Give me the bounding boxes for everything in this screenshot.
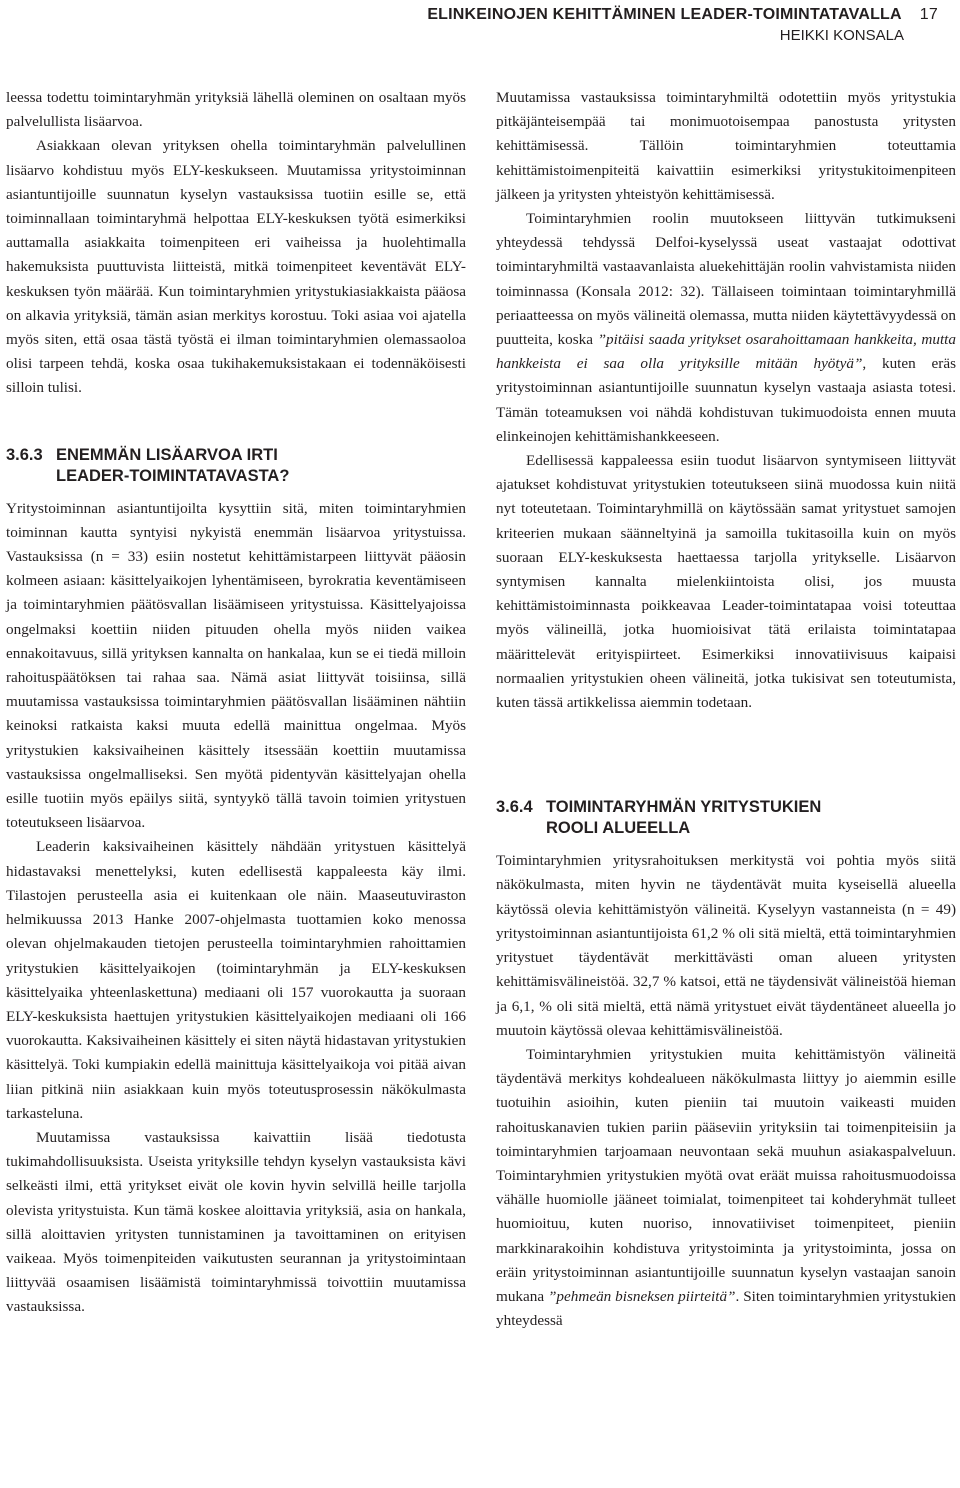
quote: ”pitäisi saada yritykset osarahoittamaan hankkeita, mutta hankkeista ei saa olla yrityksille mitään hyötyä” xyxy=(496,331,957,373)
page-header xyxy=(427,6,938,44)
quote: ”pehmeän bisneksen piirteitä” xyxy=(547,1287,736,1305)
paragraph-with-quote xyxy=(496,1043,956,1333)
paragraph: leessa todettu toimintaryhmän yrityksiä lähellä oleminen on osaltaan myös palvelullista lisäarvoa. xyxy=(6,89,466,131)
header-line xyxy=(427,6,938,24)
paragraph: Asiakkaan olevan yrityksen ohella toimintaryhmän palvelullinen lisäarvo kohdistuu myös ELY-keskukseen. Muutamissa yritystoiminnan asiantuntijoille suunnatun kyselyn vastauksissa tuotiin esille se, että toiminnallaan toimintaryhmä helpottaa ELY-keskuksen työtä esimerkiksi auttamalla asiakkaita toimenpiteen eri vaiheissa ja huolehtimalla hakemuksista puuttuvista liitteistä, mitkä toimenpiteet keventävät ELY-keskuksen työn määrää. Kun toimintaryhmien yritystukiasiakkaista pääosa on alkavia yrityksiä, tämän asian merkitys korostuu. Toki asiaa voi ajatella myös siten, että osaa tästä työstä ei ilman toimintaryhmien olemassaoloa olisi tarpeen tehdä, koska osaa tukihakemuksistakaan ei todennäköisesti silloin tulisi. xyxy=(6,137,466,397)
section-heading xyxy=(496,797,956,839)
paragraph-text: . Siten toimintaryhmien yritystukien yhteydessä xyxy=(496,1287,957,1330)
page-number: 17 xyxy=(919,6,938,23)
section-title-line2: LEADER-TOIMINTATAVASTA? xyxy=(56,466,290,485)
paragraph: Muutamissa vastauksissa kaivattiin lisää tiedotusta tukimahdollisuuksista. Useista yrityksille tehdyn kyselyn vastauksista kävi selkeästi ilmi, että yritykset eivät ole kovin hyvin selvillä heille tarjolla olevista yritystuista. Kun tämä koskee aloittavia yrityksiä, asia on hankala, sillä aloittavien yritysten tunnistaminen ja tavoittaminen on erityisen vaikeaa. Myös toimenpiteiden vaikutusten seurannan ja yritystoimintaan liittyvää osaamisen lisäämistä toimintaryhmissä toivottiin muutamissa vastauksissa. xyxy=(6,1128,466,1316)
section-number: 3.6.3 xyxy=(6,445,43,464)
paragraph-text: Toimintaryhmien yritystukien muita kehittämistyön välineitä täydentävä merkitys kohdealueen näkökulmasta liittyy jo aiemmin esille tuotuihin asioihin, kuten pieniin tai muutoin vaikeasti muiden rahoituskanavien tukien pariin pääseviin yrityksiin tai toimenpiteisiin ja toimintaryhmien tarjoamaan neuvontaan sekä muuhun asiakaspalveluun. Toimintaryhmien yritystukien myötä ovat eräät muissa rahoitusmuodoissa vähälle huomiolle jääneet toimialat, toimenpiteet tai kohderyhmät tulleet huomioituu, kuten nuoriso, innovatiiviset toimenpiteet, pieniin markkinarakoihin kohdistuva yritystoiminta ja yritystoiminta, jossa on eräin yritystoiminnan asiantuntijoille suunnatun kyselyn vastaajan sanoin mukana xyxy=(496,1045,956,1305)
paragraph-text: Toimintaryhmien roolin muutokseen liittyvän tutkimukseni yhteydessä tehdyssä Delfoi-kyselyssä useat vastaajat odottivat toimintaryhmiltä vastaavanlaista aluekehittäjän roolin vahvistamista niiden toiminnassa (Konsala 2012: 32). Tällaiseen toimintaan toimintaryhmillä periaatteessa on myös välineitä olemassa, mutta niiden käytettävyydessä on puutteita, koska xyxy=(496,210,956,349)
right-column xyxy=(496,86,956,1333)
paragraph: Muutamissa vastauksissa toimintaryhmiltä odotettiin myös yritystukia pitkäjänteisempää tai monimuotoisempaa panostusta yritysten kehittämisessä. Tällöin toimintaryhmien toteuttamia kehittämistoimenpiteitä kaivattiin esimerkiksi yritystukitoimenpiteen jälkeen ja yritysten yhteistyön kehittämisessä. xyxy=(496,89,956,203)
running-title: ELINKEINOJEN KEHITTÄMINEN LEADER-TOIMINTATAVALLA xyxy=(427,6,902,23)
paragraph: Toimintaryhmien yritysrahoituksen merkitystä voi pohtia myös siitä näkökulmasta, miten hyvin ne täydentävät muita kyseisellä alueella käytössä olevia kehittämistyön välineitä. Kyselyyn vastanneista (n = 49) yritystoiminnan asiantuntijoista 61,2 % oli sitä mieltä, että toimintaryhmien yritystuet täydentävät merkittävästi oman alueen yritysten kehittämisvälineistöä. 32,7 % katsoi, että ne täydensivät välineistöä hieman ja 6,1, % oli sitä mieltä, että nämä yritystuet eivät täydentäneet alueella jo muutoin käytössä olevaa kehittämisvälineistöä. xyxy=(496,852,956,1039)
paragraph-text: , kuten eräs yritystoiminnan asiantuntijoille suunnatun kyselyn vastaaja asiasta totesi. Tämän toteamuksen voi nähdä kohdistuvan tukimuodoista ennen muuta elinkeinojen kehittämishankkeeseen. xyxy=(496,355,956,445)
paragraph: Leaderin kaksivaiheinen käsittely nähdään yritystuen käsittelyä hidastavaksi menettelyksi, kuten edellisestä kappaleesta käy ilmi. Tilastojen perusteella asia ei kuitenkaan ole näin. Maaseutuviraston helmikuussa 2013 Hanke 2007-ohjelmasta tuottamien koko menossa olevan ohjelmakauden tietojen perusteella toimintaryhmien rahoittamien yritystukien käsittelyaikojen (toimintaryhmän ja ELY-keskuksen käsittelyaika yhteenlaskettuna) mediaani oli 157 vuorokautta ja suoraan ELY-keskuksista haettujen yritystukien käsittelyaikojen mediaani oli 166 vuorokautta. Kaksivaiheinen käsittely ei siten näytä hidastavan yritystukien käsittelyä. Toki kumpiakin edellä mainittuja käsittelyaikoja voi pitää aivan liian pitkinä niin asiakkaan kuin myös toteutusprosessin näkökulmasta tarkasteluna. xyxy=(6,838,466,1122)
section-title-line1: ENEMMÄN LISÄARVOA IRTI xyxy=(56,445,278,464)
paragraph: Edellisessä kappaleessa esiin tuodut lisäarvon syntymiseen liittyvät ajatukset kohdistuvat yritystukien toteutukseen siinä muodossa kuin niitä nyt toteutetaan. Toimintaryhmillä on käytössään samat yritystuet samojen kriteerien mukaan säänneltyinä ja samoilla tukitasoilla kuin on myös suoraan ELY-keskuksesta haettaessa tarjolla yritykselle. Lisäarvon syntymisen kannalta mielenkiintoista olisi, jos muusta kehittämistoiminnasta poikkeavaa Leader-toimintatapaa voisi toteuttaa myös välineillä, jotka huomioisivat tätä erilaista toimintatapaa määrittelevät erityispiirteet. Esimerkiksi innovatiivisuus kaipaisi normaalien yritystukien oheen välineitä, jotka tukisivat sen toteutumista, kuten tässä artikkelissa aiemmin todetaan. xyxy=(496,452,956,712)
paragraph: Yritystoiminnan asiantuntijoilta kysyttiin sitä, miten toimintaryhmien toiminnan kautta syntyisi nykyistä enemmän lisäarvoa yritystuissa. Vastauksissa (n = 33) esiin nostetut kehittämistarpeen liittyvät pääosin kolmeen asiaan: käsittelyaikojen lyhentämiseen, byrokratia keventämiseen ja toimintaryhmien päätösvallan lisäämiseen yritystuissa. Käsittelyajoissa ongelmaksi koettiin niiden pituuden ohella myös niiden vaikea ennakoitavuus, sillä yrityksen kannalta on hankalaa, kun se ei tiedä milloin rahoituspäätöksen tai rahaa saa. Nämä asiat liittyvät toisiinsa, sillä muutamissa vastauksissa toimintaryhmien päätösvallan lisääminen nähtiin keinoksi ratkaista kaksi muuta edellä mainittua ongelmaa. Myös yritystukien kaksivaiheinen käsittely itsessään koettiin muutamissa vastauksissa ongelmalliseksi. Sen myötä pidentyvän käsittelyajan ohella esille tuotiin myös epäilys siitä, syntyykö tällä tavoin toimien yritystuen toteutukseen lisäarvoa. xyxy=(6,499,466,832)
section-title-line2: ROOLI ALUEELLA xyxy=(546,819,691,838)
left-column xyxy=(6,86,466,1320)
section-number: 3.6.4 xyxy=(496,798,533,817)
paragraph-with-quote xyxy=(496,207,956,449)
section-heading xyxy=(6,445,466,487)
running-author: HEIKKI KONSALA xyxy=(779,27,904,44)
section-title-line1: TOIMINTARYHMÄN YRITYSTUKIEN xyxy=(546,798,822,817)
